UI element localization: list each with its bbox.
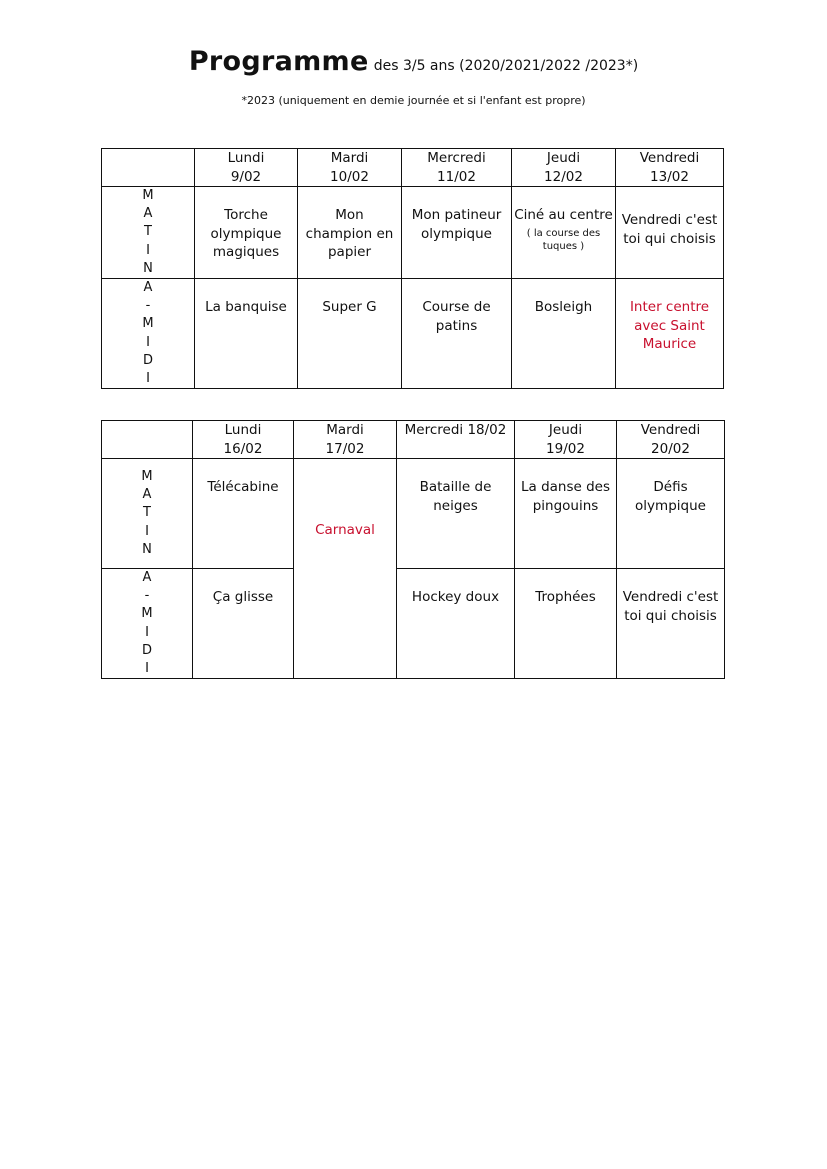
activity-cell-fullday: Carnaval: [294, 459, 397, 679]
activity-cell: Mon champion en papier: [298, 187, 402, 279]
activity-cell: Télécabine: [193, 459, 294, 569]
day-header: Mardi 10/02: [298, 149, 402, 187]
activity-cell: Défis olympique: [617, 459, 725, 569]
day-header: Jeudi 12/02: [512, 149, 616, 187]
corner-cell: [102, 149, 195, 187]
activity-cell: Trophées: [515, 569, 617, 679]
day-header: Vendredi 13/02: [616, 149, 724, 187]
matin-label: M A T I N: [102, 187, 195, 279]
day-header: Lundi 9/02: [195, 149, 298, 187]
day-header: Jeudi 19/02: [515, 421, 617, 459]
activity-cell: Super G: [298, 279, 402, 389]
day-header: Mercredi 11/02: [402, 149, 512, 187]
activity-cell: Vendredi c'est toi qui choisis: [617, 569, 725, 679]
week1-matin-row: [102, 187, 724, 279]
activity-cell: Mon patineur olympique: [402, 187, 512, 279]
day-header: Vendredi 20/02: [617, 421, 725, 459]
day-header: Mardi 17/02: [294, 421, 397, 459]
activity-cell: Bataille de neiges: [397, 459, 515, 569]
week1-apresmidi-row: [102, 279, 724, 389]
title-main: Programme: [188, 46, 369, 77]
activity-cell: Course de patins: [402, 279, 512, 389]
activity-cell: Torche olympique magiques: [195, 187, 298, 279]
week2-matin-row: [102, 459, 725, 569]
activity-cell: Bosleigh: [512, 279, 616, 389]
day-header: Mercredi 18/02: [397, 421, 515, 459]
activity-cell: Vendredi c'est toi qui choisis: [616, 187, 724, 279]
title-subtitle: des 3/5 ans (2020/2021/2022 /2023*): [373, 58, 639, 74]
activity-cell: Ça glisse: [193, 569, 294, 679]
activity-cell: La banquise: [195, 279, 298, 389]
corner-cell: [102, 421, 193, 459]
apresmidi-label: A - M I D I: [102, 279, 195, 389]
activity-cell: La danse des pingouins: [515, 459, 617, 569]
matin-label: M A T I N: [102, 459, 193, 569]
activity-subtitle: ( la course des tuques ): [526, 227, 601, 252]
age-note: *2023 (uniquement en demie journée et si l'enfant est propre): [241, 94, 586, 107]
week2-apresmidi-row: [102, 569, 725, 679]
activity-cell-highlight: Inter centre avec Saint Maurice: [616, 279, 724, 389]
page-title: [0, 46, 827, 77]
day-header: Lundi 16/02: [193, 421, 294, 459]
week2-table: [101, 420, 725, 679]
week1-header-row: [102, 149, 724, 187]
week2-header-row: [102, 421, 725, 459]
week1-table: [101, 148, 724, 389]
activity-cell: Hockey doux: [397, 569, 515, 679]
activity-cell: Ciné au centre ( la course des tuques ): [512, 187, 616, 279]
apresmidi-label: A - M I D I: [102, 569, 193, 679]
